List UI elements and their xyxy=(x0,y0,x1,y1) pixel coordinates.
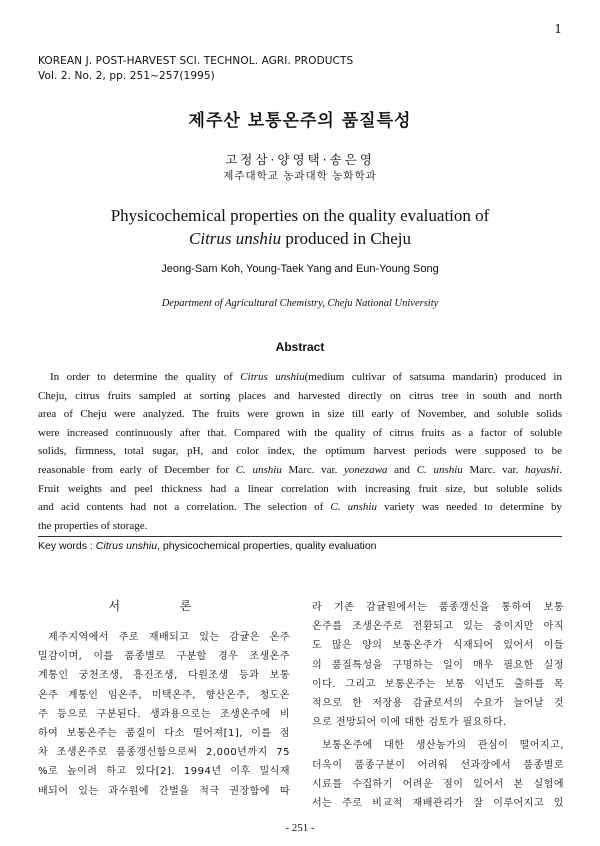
english-title xyxy=(0,204,600,250)
body-line: 시료를 수집하기 어려운 점이 있어서 본 실험에 xyxy=(312,778,564,790)
english-title-rest: produced in Cheju xyxy=(281,229,411,248)
korean-authors: 고정삼·양영택·송은영 xyxy=(225,152,375,167)
keywords-label: Key words : xyxy=(38,540,96,552)
body-column-right xyxy=(312,598,564,813)
abstract-line: In order to determine the quality of Citrus unshiu(medium cultivar of satsuma mandarin) produced in xyxy=(50,371,562,383)
body-line: 도 많은 양의 보통온주가 식재되어 있어서 이들 xyxy=(312,640,564,652)
body-line: 배되어 있는 과수원에 간벌을 적극 권장함에 따 xyxy=(38,785,290,797)
body-line: 밀감이며, 이를 품종별로 구분할 경우 조생온주 xyxy=(38,651,290,663)
english-department: Department of Agricultural Chemistry, Cheju National University xyxy=(161,298,439,309)
body-line: 온주 계통인 임온주, 미택온주, 향산온주, 청도온 xyxy=(38,689,290,701)
korean-affiliation: 제주대학교 농과대학 농화학과 xyxy=(223,170,377,182)
body-line: 주 등으로 구분된다. 생과용으로는 조생온주에 비 xyxy=(38,708,290,720)
abstract-line: and acid contents had not a correlation. The selection of C. unshiu variety was needed to determine by xyxy=(38,501,562,514)
body-line: 적으로 한 저장용 감귤로서의 수요가 늘어날 것 xyxy=(312,698,564,710)
body-line: 제주지역에서 주로 재배되고 있는 감귤은 온주 xyxy=(48,632,290,643)
english-title-line2 xyxy=(0,227,600,250)
body-line: 차 조생온주로 품종갱신함으로써 2,000년까지 75 xyxy=(38,747,290,759)
body-line: 하여 보통온주는 품질이 다소 떨어져[1], 이를 점 xyxy=(38,728,290,740)
abstract-line: the properties of storage. xyxy=(38,519,148,532)
body-column-left xyxy=(38,628,290,801)
page-number-top: 1 xyxy=(554,22,562,36)
body-line: 계통인 궁천조생, 흥진조생, 다원조생 등과 보통 xyxy=(38,670,290,682)
page-number-bottom: - 251 - xyxy=(285,822,315,834)
species-name: Citrus unshiu xyxy=(240,371,305,383)
species-name: hayashi xyxy=(525,463,560,476)
body-line: 서는 주로 비교적 재배관리가 잘 이루어지고 있 xyxy=(312,798,564,810)
body-line: 의 품질특성을 구명하는 일이 매우 필요한 실정 xyxy=(312,659,564,671)
body-line: 이다. 그리고 보통온주는 보통 익년도 출하를 목 xyxy=(312,678,564,690)
abstract-line: solids, firmness, total sugar, pH, and color index, the optimum harvest periods were supposed to be xyxy=(38,445,562,458)
abstract-line: were increased continuously after that. Compared with the quality of citrus fruits as a factor of soluble xyxy=(38,426,562,439)
abstract-body xyxy=(38,368,562,535)
abstract-line: Cheju, citrus fruits sampled at sorting places and harvested directly on citrus tree in south and north xyxy=(38,389,562,402)
journal-volume: Vol. 2. No. 2, pp. 251~257(1995) xyxy=(38,70,215,82)
abstract-line: area of Cheju were analyzed. The fruits were grown in size till early of November, and soluble solids xyxy=(38,408,562,421)
species-name: C. unshiu xyxy=(416,463,463,476)
keywords xyxy=(38,540,377,552)
english-title-line1: Physicochemical properties on the quality evaluation of xyxy=(110,206,490,225)
body-line: 더욱이 품종구분이 어려워 선과장에서 품종별로 xyxy=(312,759,564,771)
journal-name: KOREAN J. POST-HARVEST SCI. TECHNOL. AGRI. PRODUCTS xyxy=(38,55,354,67)
body-line: 라 기존 감귤원에서는 품종갱신을 통하여 보통 xyxy=(312,602,564,613)
english-title-species: Citrus unshiu xyxy=(189,229,282,248)
species-name: yonezawa xyxy=(344,463,388,476)
species-name: C. unshiu xyxy=(330,501,377,514)
keywords-rest: , physicochemical properties, quality evaluation xyxy=(157,540,377,552)
english-authors: Jeong-Sam Koh, Young-Taek Yang and Eun-Young Song xyxy=(161,263,439,275)
body-line: 으로 전망되어 이에 대한 검토가 필요하다. xyxy=(312,717,507,729)
abstract-line: Fruit weights and peel thickness had a linear correlation with increasing fruit size, but soluble solids xyxy=(38,482,562,495)
abstract-line: reasonable from early of December for C. unshiu Marc. var. yonezawa and C. unshiu Marc. var. hayashi. xyxy=(38,463,562,476)
body-line: %로 높이려 하고 있다[2]. 1994년 이후 밀식재 xyxy=(38,766,290,778)
korean-title: 제주산 보통온주의 품질특성 xyxy=(188,111,412,131)
body-line: 보통온주에 대한 생산농가의 관심이 떨어지고, xyxy=(322,740,564,752)
journal-header xyxy=(38,54,353,84)
species-name: C. unshiu xyxy=(235,463,282,476)
body-line: 온주를 조생온주로 전환되고 있는 중이지만 아직 xyxy=(312,621,564,633)
abstract-heading: Abstract xyxy=(275,340,325,354)
keywords-species: Citrus unshiu xyxy=(95,540,158,552)
section-heading-introduction: 서 론 xyxy=(108,599,220,613)
keywords-divider xyxy=(38,536,562,537)
